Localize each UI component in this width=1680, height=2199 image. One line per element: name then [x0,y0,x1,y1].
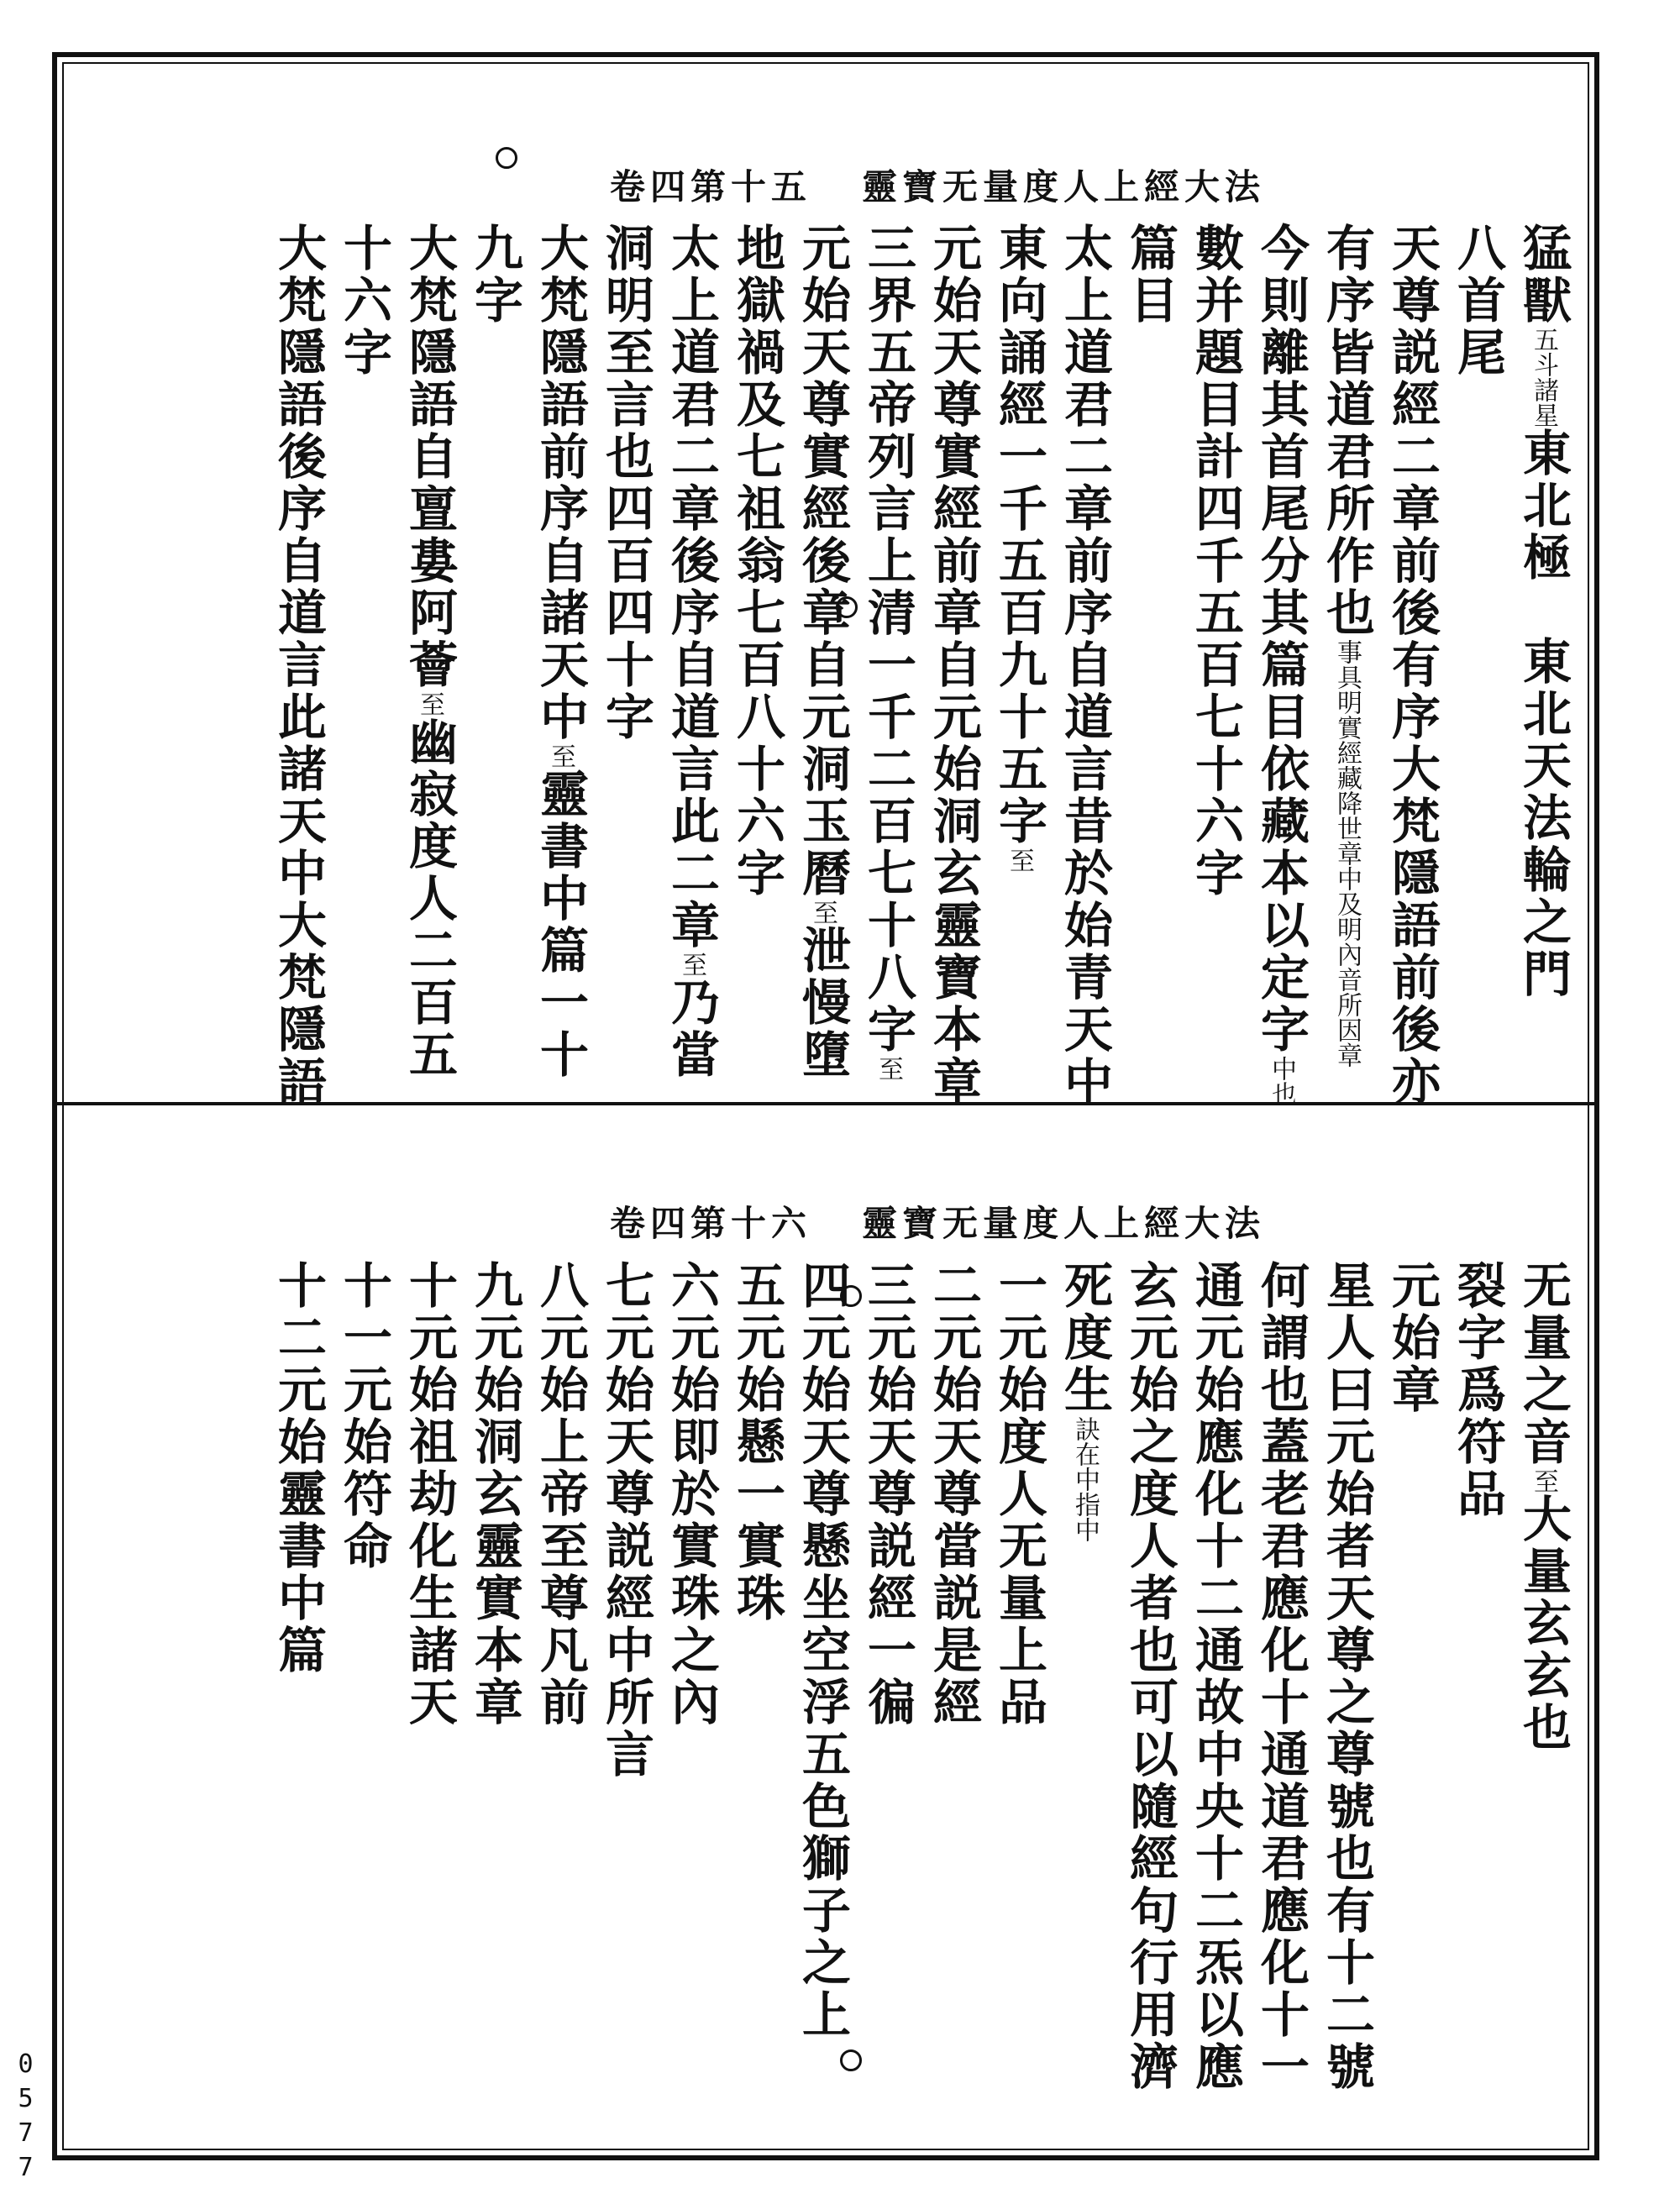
punctuation-circle [836,596,858,618]
column-tail-text: 幽寂度人二百五 [401,716,458,1081]
top-text-column [401,223,458,1088]
column-main-text: 无量之音 [1515,1260,1572,1468]
column-main-text: 七元始天尊説經中所言 [597,1260,654,1781]
column-annotation: 五斗諸星 [1529,327,1558,428]
column-tail-text: 泄慢墮 [794,925,851,1081]
column-main-text: 元始天尊實經後章自元洞玉曆 [794,223,851,900]
column-main-text: 今則離其首尾分其篇目依藏本以定字 [1252,223,1310,1056]
top-text-column [1252,223,1310,1106]
punctuation-circle [496,147,517,169]
column-main-text: 通元始應化十二通故中央十二炁以應 [1187,1260,1244,2093]
column-main-text: 洞明至言也四百四十字 [597,223,654,743]
column-main-text: 裂字爲符品 [1449,1260,1506,1520]
top-header-title: 靈寶无量度人上經大法 [861,166,1265,207]
top-text-column [466,223,523,1088]
column-tail-text: 凡前 [532,1624,589,1729]
bottom-panel [67,1117,1584,2146]
top-text-column [663,223,720,1088]
top-text-column [990,223,1047,1088]
top-text-column [1187,223,1244,1088]
column-tail-text: 乃當 [663,977,720,1081]
column-main-text: 篇目 [1121,223,1179,327]
column-main-text: 九字 [466,223,523,327]
bottom-text-column [1318,1260,1375,2125]
column-annotation: 至 [808,900,837,925]
top-text-column [270,223,327,1108]
column-annotation: 至 [1529,1468,1558,1493]
bottom-text-column [1383,1260,1441,2125]
bottom-text-column [270,1260,327,2125]
top-text-column [597,223,654,1088]
column-main-text: 大梵隱語自亶婁阿薈 [401,223,458,691]
column-main-text: 元始天尊實經前章自元始洞玄靈寶本章 [925,223,982,1108]
column-main-text: 十元始祖劫化生諸天 [401,1260,458,1729]
bottom-header [609,1196,1265,1244]
bottom-text-column [1449,1260,1506,2125]
column-main-text: 六元始即於實珠之內 [663,1260,720,1729]
column-main-text: 四元始天尊懸坐空浮五色獅子之上 [794,1260,851,2041]
bottom-columns [265,1260,1576,2125]
bottom-text-column [1252,1260,1310,2125]
punctuation-circle [840,2049,862,2071]
column-main-text: 何謂也蓋老君應化十通道君應化十一 [1252,1260,1310,2093]
bottom-text-column [990,1260,1047,2125]
column-main-text: 三元始天尊説經一徧 [859,1260,916,1729]
column-main-text: 二元始天尊當説是經 [925,1260,982,1729]
top-text-column [859,223,916,1088]
top-text-column [1449,223,1506,1088]
bottom-text-column [532,1260,589,2125]
top-text-column [1383,223,1441,1108]
column-main-text: 有序皆道君所作也 [1318,223,1375,639]
bottom-text-column [1515,1260,1572,2125]
top-header [609,160,1265,207]
column-annotation: 至 [415,691,444,716]
top-text-column [728,223,785,1088]
bottom-text-column [401,1260,458,2125]
top-header-volume: 卷四第十五 [609,166,811,207]
column-main-text: 八首尾 [1449,223,1506,379]
bottom-text-column [925,1260,982,2125]
bottom-text-column [1121,1260,1179,2125]
column-main-text: 十二元始靈書中篇 [270,1260,327,1677]
top-text-column [1056,223,1113,1108]
punctuation-circle [840,1285,862,1307]
column-main-text: 大梵隱語後序自道言此諸天中大梵隱語 [270,223,327,1108]
bottom-text-column [1056,1260,1113,2125]
page-number: 0577 [11,2049,40,2187]
bottom-text-column [335,1260,392,2125]
top-text-column [925,223,982,1108]
column-main-text: 元始章 [1383,1260,1441,1416]
column-main-text: 十六字 [335,223,392,379]
column-main-text: 死度生 [1056,1260,1113,1416]
column-main-text: 太上道君二章後序自道言此二章 [663,223,720,952]
bottom-text-column [728,1260,785,2125]
column-annotation: 事具明實經藏降世章中及明內音所因章 [1332,639,1362,1068]
column-main-text: 玄元始之度人者也可以隨經句行用濟 [1121,1260,1179,2093]
top-panel [67,67,1584,1108]
top-text-column [532,223,589,1088]
column-annotation: 至 [546,743,575,769]
column-main-text: 一元始度人无量上品 [990,1260,1047,1729]
bottom-text-column [1187,1260,1244,2125]
column-main-text: 十一元始符命 [335,1260,392,1572]
column-annotation: 中也 [1267,1056,1296,1106]
top-text-column [1318,223,1375,1088]
bottom-header-title: 靈寶无量度人上經大法 [861,1203,1265,1244]
column-main-text: 數并題目計四千五百七十六字 [1187,223,1244,900]
column-main-text: 九元始洞玄靈實本章 [466,1260,523,1729]
bottom-text-column [466,1260,523,2125]
bottom-text-column [663,1260,720,2125]
column-main-text: 八元始上帝至尊 [532,1260,589,1624]
top-text-column [794,223,851,1088]
column-main-text: 太上道君二章前序自道言昔於始青天中 [1056,223,1113,1108]
column-annotation: 訣在中指中 [1070,1416,1100,1542]
column-tail-text: 大量玄玄也 [1515,1493,1572,1754]
column-tail-text: 東北極 東北天法輪之門 [1515,428,1572,1000]
column-annotation: 至 [677,952,706,977]
column-main-text: 東向誦經一千五百九十五字 [990,223,1047,848]
top-text-column [335,223,392,1088]
column-main-text: 三界五帝列言上清一千二百七十八字 [859,223,916,1056]
top-text-column [1121,223,1179,1088]
bottom-header-volume: 卷四第十六 [609,1203,811,1244]
column-main-text: 星人曰元始者天尊之尊號也有十二號 [1318,1260,1375,2093]
column-main-text: 天尊説經二章前後有序大梵隱語前後亦 [1383,223,1441,1108]
column-main-text: 猛獸 [1515,223,1572,327]
bottom-text-column [597,1260,654,2125]
bottom-text-column [859,1260,916,2125]
column-main-text: 大梵隱語前序自諸天中 [532,223,589,743]
column-main-text: 五元始懸一實珠 [728,1260,785,1624]
column-main-text: 地獄禍及七祖翁七百八十六字 [728,223,785,900]
column-annotation: 至 [1005,848,1034,873]
bottom-text-column [794,1260,851,2125]
column-tail-text: 靈書中篇一十 [532,769,589,1081]
top-columns [265,223,1576,1108]
column-annotation: 至 [874,1056,903,1081]
top-text-column [1515,223,1572,1088]
